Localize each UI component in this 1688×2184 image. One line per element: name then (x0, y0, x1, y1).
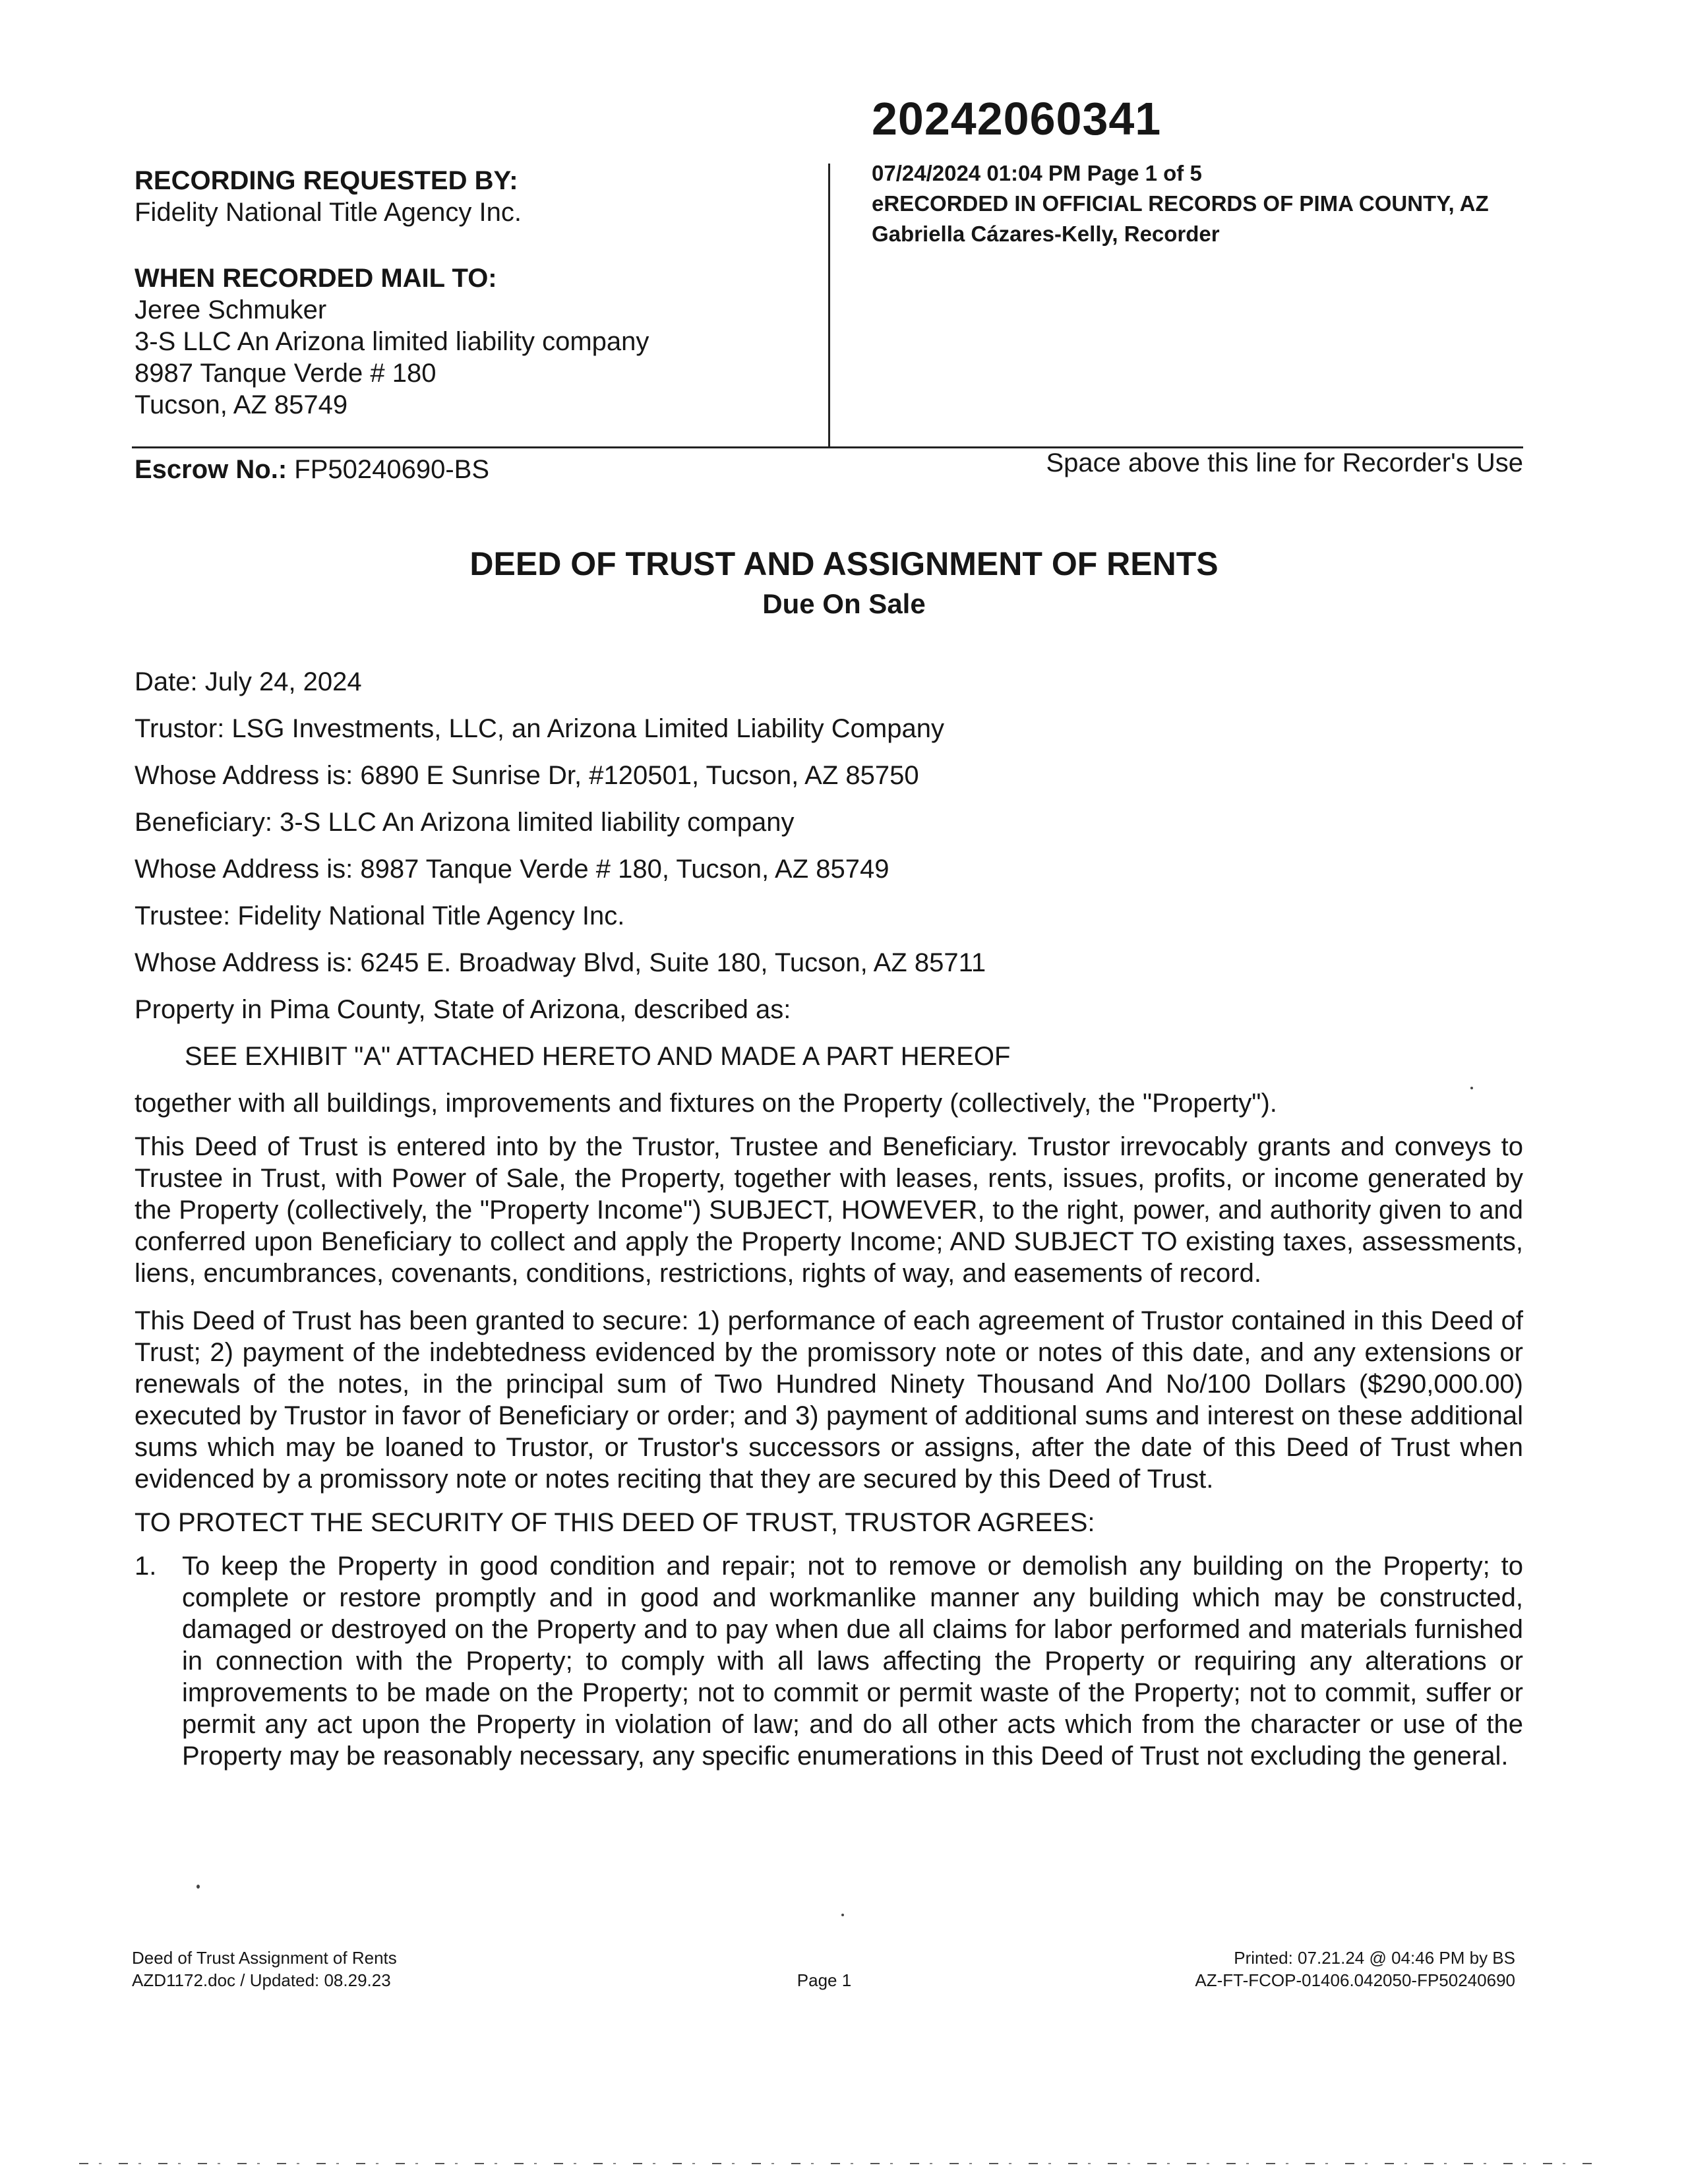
trustor-field: Trustor: LSG Investments, LLC, an Arizona Limited Liability Company (135, 714, 944, 743)
mail-to-label: WHEN RECORDED MAIL TO: (135, 264, 497, 293)
document-title: DEED OF TRUST AND ASSIGNMENT OF RENTS (469, 545, 1219, 582)
security-paragraph: This Deed of Trust has been granted to secure: 1) performance of each agreement of Trustor contained in this Deed of Trust; 2) payment of the indebtedness evidenced by the promissory note or notes of this date, and any extensions or renewals of the notes, in the principal sum of Two Hundred Ninety Thousand And No/100 Dollars ($290,000.00) executed by Trustor in favor of Beneficiary or order; and 3) payment of additional sums and interest on these additional sums which may be loaned to Trustor, or Trustor's successors or assigns, after the date of this Deed of Trust when evidenced by a promissory note or notes reciting that they are secured by this Deed of Trust. (135, 1306, 1523, 1494)
recording-office-line: eRECORDED IN OFFICIAL RECORDS OF PIMA COUNTY, AZ (872, 191, 1489, 216)
covenant-item-1 (135, 1550, 1523, 1772)
scan-speck (841, 1914, 844, 1916)
footer-printed: Printed: 07.21.24 @ 04:46 PM by BS (1234, 1948, 1515, 1968)
document-subtitle: Due On Sale (762, 588, 926, 619)
property-county-field: Property in Pima County, State of Arizona, described as: (135, 995, 791, 1024)
beneficiary-address-field: Whose Address is: 8987 Tanque Verde # 180, Tucson, AZ 85749 (135, 855, 889, 884)
footer-right (1195, 1947, 1515, 1991)
footer-form-title: Deed of Trust Assignment of Rents (132, 1948, 397, 1968)
escrow-line (135, 455, 489, 485)
item-text: To keep the Property in good condition and repair; not to remove or demolish any building on the Property; to complete or restore promptly and in good and workmanlike manner any building which may be constructed, damaged or destroyed on the Property and to pay when due all claims for labor performed and materials furnished in connection with the Property; to comply with all laws affecting the Property or requiring any alterations or improvements to be made on the Property; not to commit or permit waste of the Property; not to commit, suffer or permit any act upon the Property in violation of law; and do all other acts which from the character or use of the Property may be reasonably necessary, any specific enumerations in this Deed of Trust not excluding the general. (182, 1552, 1523, 1771)
scan-speck (1470, 1087, 1473, 1089)
recording-requested-block (135, 165, 522, 228)
beneficiary-field: Beneficiary: 3-S LLC An Arizona limited liability company (135, 808, 795, 837)
header-divider-vertical (828, 164, 830, 448)
footer-form-id: AZD1172.doc / Updated: 08.29.23 (132, 1970, 391, 1990)
recorder-space-note: Space above this line for Recorder's Use (1046, 448, 1523, 477)
footer-file-id: AZ-FT-FCOP-01406.042050-FP50240690 (1195, 1970, 1515, 1990)
escrow-label: Escrow No.: (135, 455, 287, 484)
footer-page-number: Page 1 (797, 1970, 852, 1990)
item-number: 1. (135, 1552, 157, 1581)
escrow-number: FP50240690-BS (294, 455, 490, 484)
date-field: Date: July 24, 2024 (135, 667, 362, 696)
trustor-agrees-heading: TO PROTECT THE SECURITY OF THIS DEED OF TRUST, TRUSTOR AGREES: (135, 1508, 1095, 1537)
parties-section (135, 666, 1523, 1772)
mail-to-line: 3-S LLC An Arizona limited liability company (135, 327, 649, 356)
grant-paragraph: This Deed of Trust is entered into by the Trustor, Trustee and Beneficiary. Trustor irrevocably grants and conveys to Trustee in Trust, with Power of Sale, the Property, together with leases, rents, issues, profits, or income generated by the Property (collectively, the "Property Income") SUBJECT, HOWEVER, to the right, power, and authority given to and conferred upon Beneficiary to collect and apply the Property Income; AND SUBJECT TO existing taxes, assessments, liens, encumbrances, covenants, conditions, restrictions, rights of way, and easements of record. (135, 1132, 1523, 1288)
recorder-name: Gabriella Cázares-Kelly, Recorder (872, 222, 1220, 246)
scan-speck (196, 1885, 200, 1889)
together-clause: together with all buildings, improvements and fixtures on the Property (collectively, the "Property"). (135, 1089, 1277, 1118)
mail-to-block (135, 262, 649, 421)
trustor-address-field: Whose Address is: 6890 E Sunrise Dr, #120501, Tucson, AZ 85750 (135, 761, 919, 790)
mail-to-line: 8987 Tanque Verde # 180 (135, 359, 437, 388)
trustee-address-field: Whose Address is: 6245 E. Broadway Blvd, Suite 180, Tucson, AZ 85711 (135, 948, 986, 977)
trustee-field: Trustee: Fidelity National Title Agency Inc. (135, 901, 625, 930)
recording-number: 20242060341 (872, 93, 1162, 144)
recording-info (872, 158, 1489, 249)
recording-requested-by: Fidelity National Title Agency Inc. (135, 198, 522, 227)
recording-requested-label: RECORDING REQUESTED BY: (135, 166, 518, 195)
exhibit-reference: SEE EXHIBIT "A" ATTACHED HERETO AND MADE A PART HEREOF (185, 1042, 1011, 1071)
recording-date-line: 07/24/2024 01:04 PM Page 1 of 5 (872, 161, 1202, 185)
mail-to-line: Tucson, AZ 85749 (135, 390, 348, 419)
mail-to-line: Jeree Schmuker (135, 295, 327, 324)
footer-left (132, 1947, 397, 1991)
scan-edge-artifact (79, 2163, 1596, 2164)
